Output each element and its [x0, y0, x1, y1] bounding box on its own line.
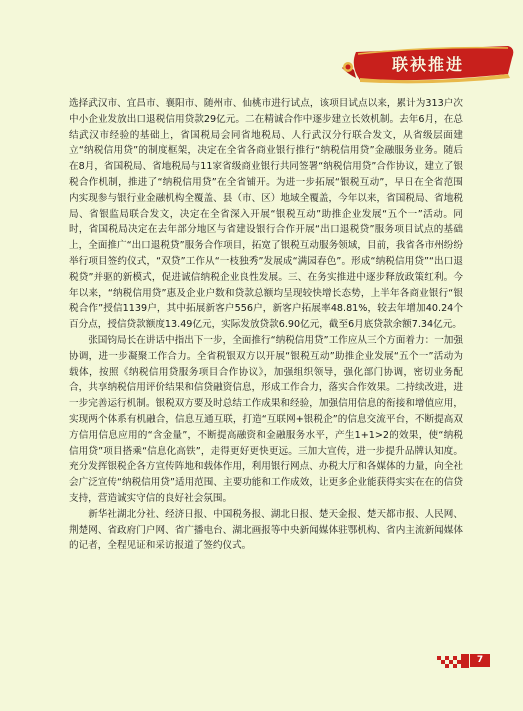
section-banner-label: 联袂推进: [391, 55, 464, 74]
article-body: [69, 96, 463, 554]
paragraph-2: 张国钧局长在讲话中指出下一步，全面推行“纳税信用贷”工作应从三个方面着力：一加强协调，进一步凝聚工作合力。全省税银双方以开展“银税互动”助推企业发展“五个一”活动为载体，按照《纳税信用贷服务项目合作协议》，加强组织领导，强化部门协调，密切业务配合，共享纳税信用评价结果和信贷融资信息，形成工作合力，落实合作效果。二持续改进，进一步完善运行机制。银税双方要及时总结工作成果和经验，加强信用信息的衔接和增值应用，实现两个体系有机融合，信息互通互联，打造“互联网+银税企”的信息交流平台，不断提高双方信用信息应用的“含金量”，不断提高融资和金融服务水平，产生1+1>2的效果，使“纳税信用贷”项目搭乘“信息化高铁”，走得更好更快更远。三加大宣传，进一步提升品牌认知度。充分发挥银税企各方宣传阵地和载体作用，利用银行网点、办税大厅和各媒体的力量，向全社会广泛宣传“纳税信用贷”适用范围、主要功能和工作成效，让更多企业能获得实实在在的信贷支持，营造诚实守信的良好社会氛围。: [69, 334, 463, 504]
paragraph-3: 新华社湖北分社、经济日报、中国税务报、湖北日报、楚天金报、楚天都市报、人民网、荆楚网、省政府门户网、省广播电台、湖北画报等中央新闻媒体驻鄂机构、省内主流新闻媒体的记者，全程见证和采访报道了签约仪式。: [69, 508, 463, 552]
paragraph-1: 选择武汉市、宜昌市、襄阳市、随州市、仙桃市进行试点，该项目试点以来，累计为313户次中小企业发放出口退税信用贷款29亿元。二在精诚合作中逐步建立长效机制。去年6月，在总结武汉市经验的基础上，省国税局会同省地税局、人行武汉分行联合发文，从省级层面建立“纳税信用贷”的制度框架，决定在全省各商业银行推行“纳税信用贷”金融服务业务。随后在8月，省国税局、省地税局与11家省级商业银行共同签署“纳税信用贷”合作协议，建立了银税合作机制，推进了“纳税信用贷”在全省铺开。为进一步拓展“银税互动”，早日在全省范围内实现参与银行业金融机构全覆盖、县（市、区）地域全覆盖，今年以来，省国税局、省地税局、省银监局联合发文，决定在全省深入开展“银税互动”助推企业发展“五个一”活动。同时，省国税局决定在去年部分地区与省建设银行合作开展“出口退税贷”服务项目试点的基础上，全面推广“出口退税贷”服务合作项目，拓宽了银税互动服务领域，目前，我省各市州纷纷举行项目签约仪式，“双贷”工作从“一枝独秀”发展成“满园春色”。形成“纳税信用贷”“出口退税贷”并驱的新模式，促进诚信纳税企业良性发展。三、在务实推进中逐步释放政策红利。今年以来，“纳税信用贷”惠及企业户数和贷款总额均呈现较快增长态势，上半年各商业银行“银税合作”授信1139户，其中拓展新客户556户，新客户拓展率48.81%，较去年增加40.24个百分点，授信贷款额度13.49亿元，实际发放贷款6.90亿元，截至6月底贷款余额7.34亿元。: [69, 98, 463, 331]
page-number: 7: [470, 654, 490, 667]
